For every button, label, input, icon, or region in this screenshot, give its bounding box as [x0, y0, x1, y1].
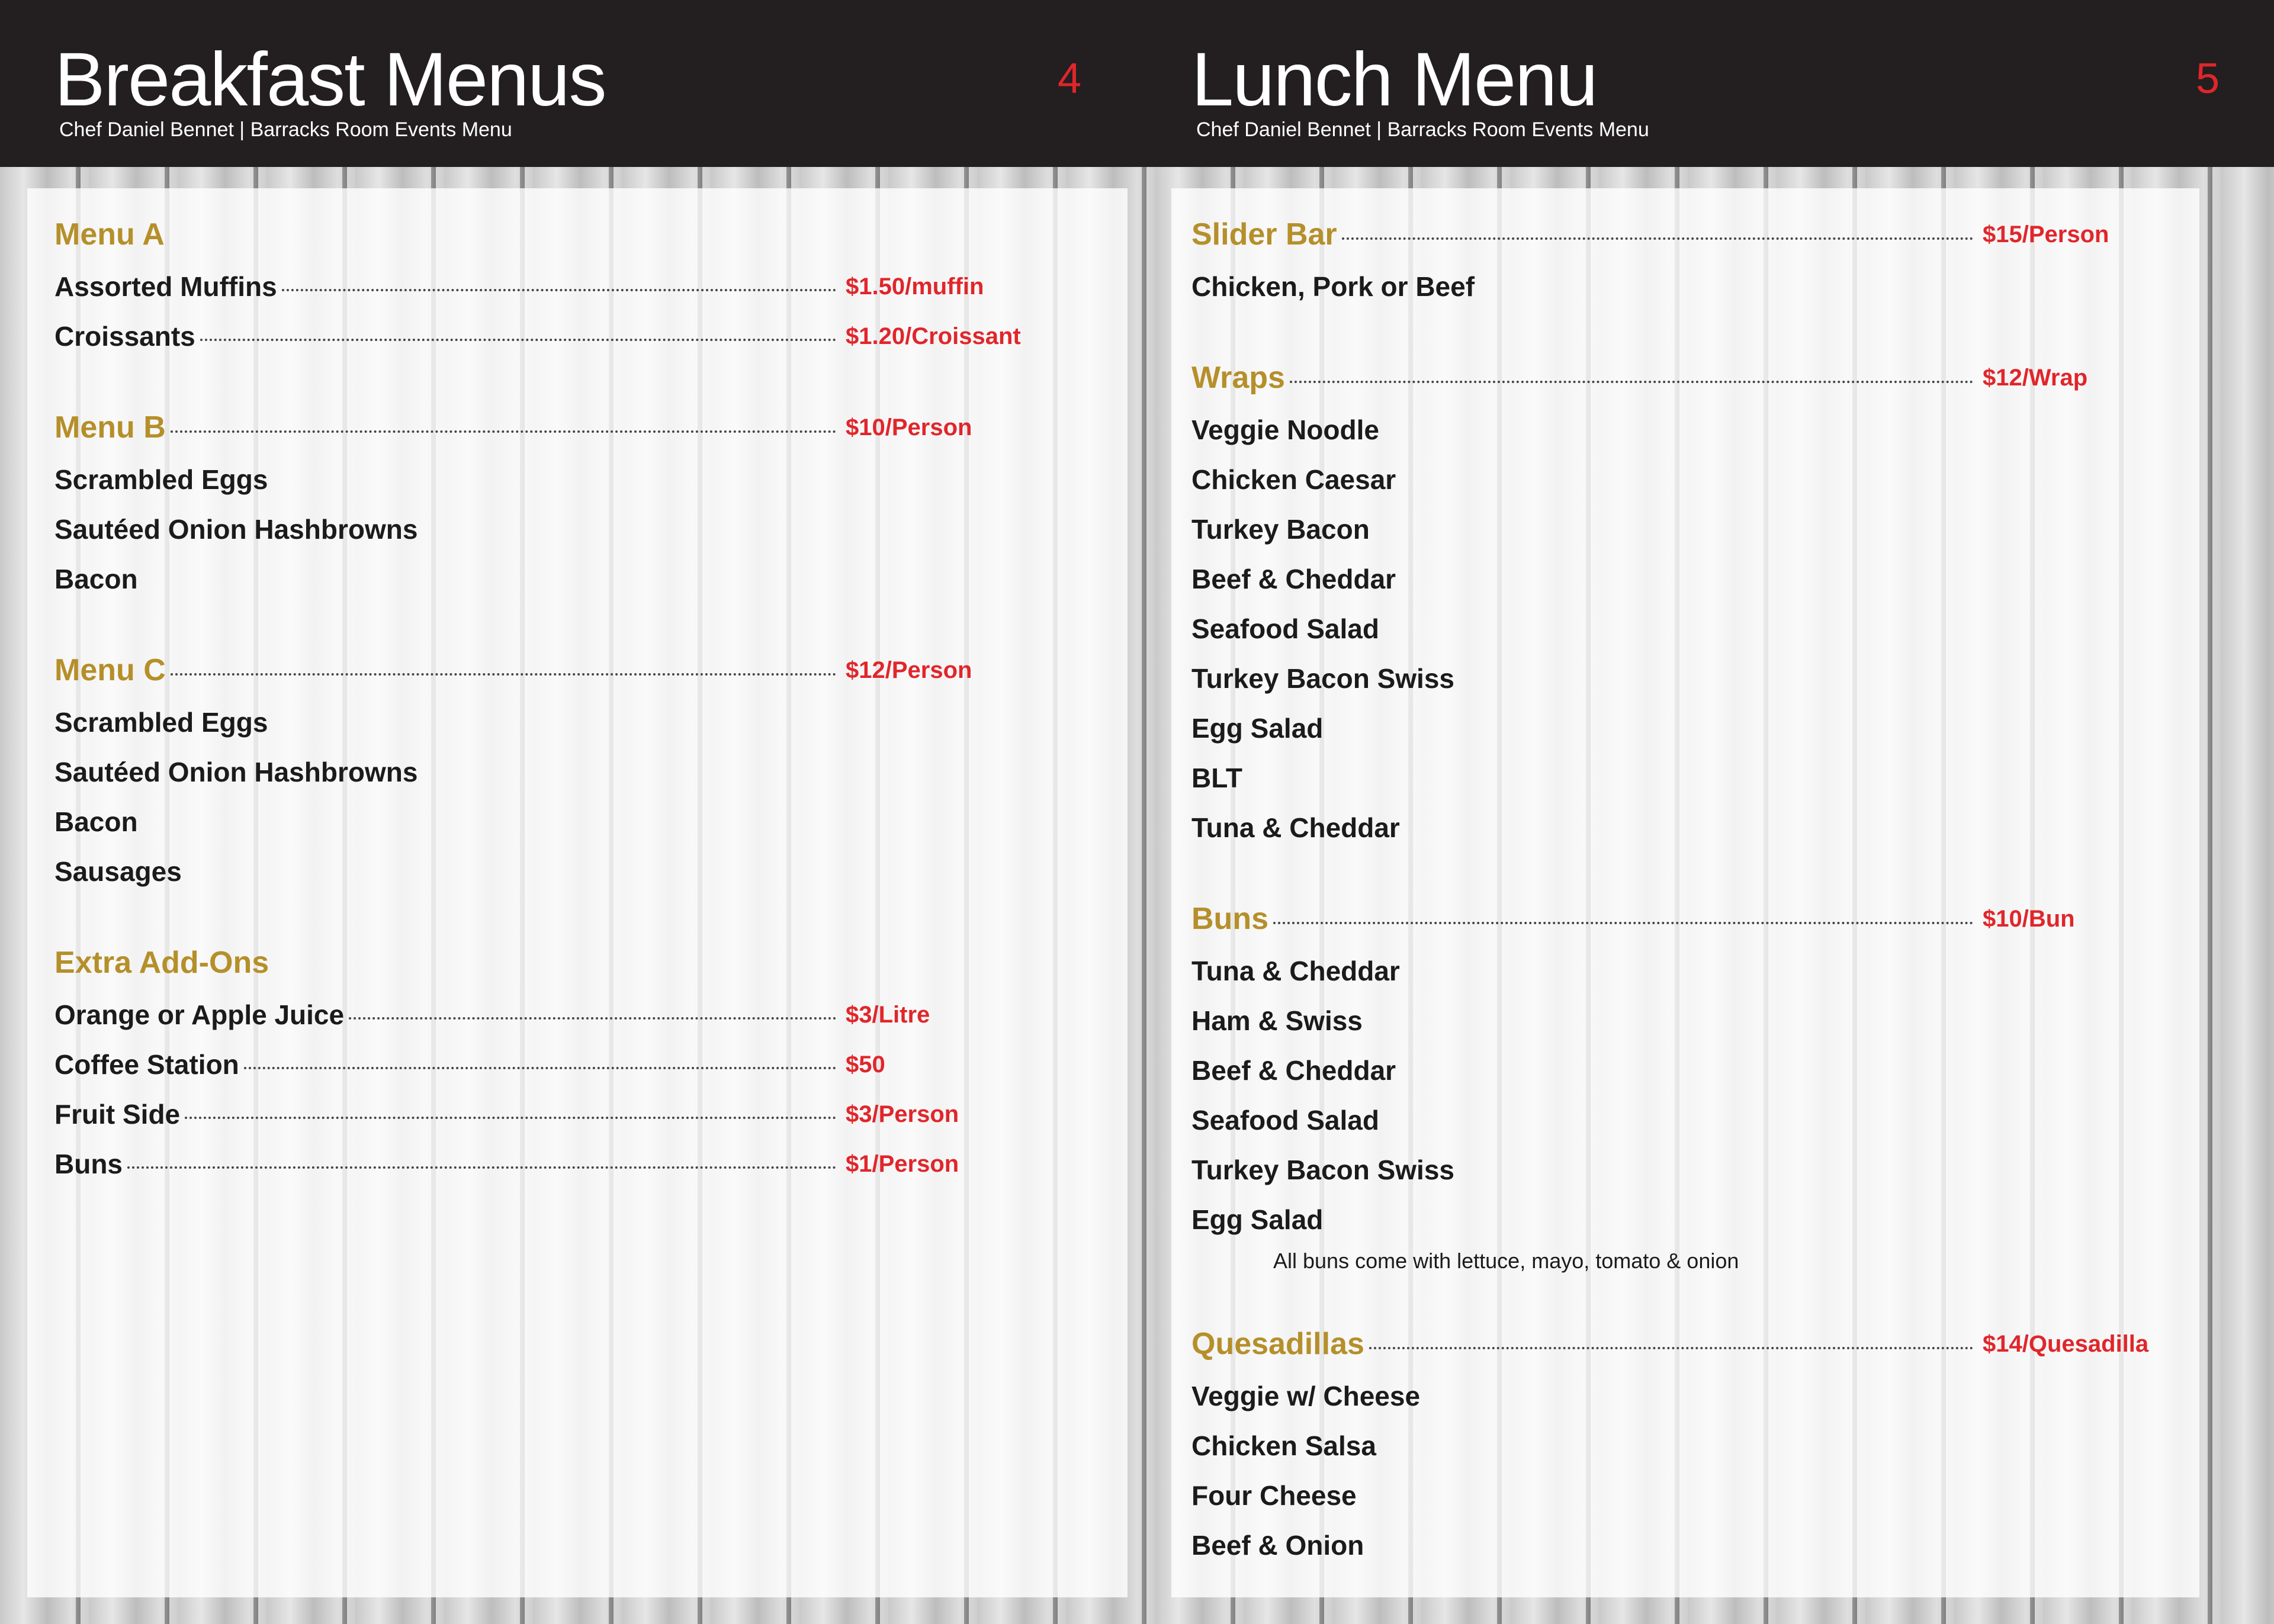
section-heading: Quesadillas $14/Quesadilla [1191, 1317, 2210, 1371]
page-title: Lunch Menu [1191, 37, 1597, 122]
item-price: $3/Litre [846, 1002, 930, 1028]
menu-content [54, 207, 1073, 1228]
menu-item: Chicken Caesar [1191, 464, 1396, 495]
section-price: $15/Person [1983, 221, 2109, 247]
menu-item: Scrambled Eggs [54, 464, 268, 495]
page-subtitle: Chef Daniel Bennet | Barracks Room Events Menu [1196, 118, 1649, 141]
menu-item: Bacon [54, 564, 138, 594]
menu-item: Turkey Bacon [1191, 514, 1370, 545]
dot-leader [171, 430, 836, 433]
section-price: $14/Quesadilla [1983, 1331, 2149, 1357]
item-price: $50 [846, 1051, 885, 1078]
menu-item: Buns $1/Person [54, 1139, 1073, 1189]
section-heading: Menu B $10/Person [54, 400, 1073, 455]
menu-item: Egg Salad [1191, 713, 1324, 744]
menu-item: BLT [1191, 763, 1243, 793]
menu-item: Chicken, Pork or Beef [1191, 271, 1475, 302]
menu-item: Sautéed Onion Hashbrowns [54, 757, 418, 787]
buns-note: All buns come with lettuce, mayo, tomato & onion [1273, 1249, 1739, 1273]
dot-leader [1290, 381, 1973, 383]
menu-item: Veggie w/ Cheese [1191, 1381, 1421, 1411]
dot-leader [1342, 237, 1973, 240]
section-price: $10/Bun [1983, 906, 2075, 932]
section-price: $10/Person [846, 414, 972, 440]
menu-item: Beef & Cheddar [1191, 1055, 1396, 1086]
menu-item: Tuna & Cheddar [1191, 956, 1400, 986]
dot-leader [282, 289, 836, 291]
lunch-page [1137, 0, 2274, 1624]
dot-leader [244, 1067, 836, 1069]
menu-c-section [54, 643, 1073, 896]
menu-item: Turkey Bacon Swiss [1191, 1155, 1454, 1185]
menu-a-section [54, 207, 1073, 361]
menu-item: Veggie Noodle [1191, 414, 1379, 445]
menu-item: Orange or Apple Juice $3/Litre [54, 990, 1073, 1040]
section-heading: Slider Bar $15/Person [1191, 207, 2210, 262]
section-heading: Wraps $12/Wrap [1191, 350, 2210, 405]
item-price: $1/Person [846, 1151, 959, 1177]
wraps-section [1191, 350, 2210, 853]
page-subtitle: Chef Daniel Bennet | Barracks Room Events Menu [59, 118, 512, 141]
item-price: $1.50/muffin [846, 274, 984, 300]
dot-leader [1273, 922, 1973, 924]
page-number: 4 [1058, 55, 1082, 102]
section-price: $12/Person [846, 657, 972, 683]
section-heading: Extra Add-Ons [54, 946, 269, 980]
buns-section [1191, 892, 2210, 1278]
menu-item: Turkey Bacon Swiss [1191, 663, 1454, 694]
page-header [0, 0, 1137, 167]
menu-item: Bacon [54, 806, 138, 837]
menu-item: Four Cheese [1191, 1480, 1357, 1511]
page-number: 5 [2196, 55, 2220, 102]
menu-item: Ham & Swiss [1191, 1005, 1363, 1036]
menu-content [1191, 207, 2210, 1609]
menu-item: Scrambled Eggs [54, 707, 268, 738]
item-price: $3/Person [846, 1101, 959, 1127]
menu-item: Beef & Cheddar [1191, 564, 1396, 594]
dot-leader [185, 1117, 836, 1119]
item-name: Croissants [54, 321, 195, 352]
page-header [1137, 0, 2274, 167]
menu-item: Tuna & Cheddar [1191, 812, 1400, 843]
quesadillas-section [1191, 1317, 2210, 1570]
menu-item: Sautéed Onion Hashbrowns [54, 514, 418, 545]
section-price: $12/Wrap [1983, 365, 2088, 391]
menu-item: Egg Salad [1191, 1204, 1324, 1235]
menu-item [54, 311, 1073, 361]
extra-addons-section [54, 935, 1073, 1189]
menu-item: Beef & Onion [1191, 1530, 1364, 1561]
menu-b-section [54, 400, 1073, 604]
dot-leader [349, 1017, 836, 1020]
dot-leader [1369, 1347, 1973, 1349]
section-heading: Buns $10/Bun [1191, 892, 2210, 946]
dot-leader [171, 673, 836, 676]
item-price: $1.20/Croissant [846, 323, 1021, 349]
menu-item [54, 262, 1073, 311]
menu-item: Chicken Salsa [1191, 1430, 1376, 1461]
menu-item: Sausages [54, 856, 182, 887]
menu-item: Fruit Side $3/Person [54, 1089, 1073, 1139]
page-title: Breakfast Menus [54, 37, 606, 122]
dot-leader [127, 1166, 836, 1169]
item-name: Assorted Muffins [54, 271, 277, 302]
menu-item: Seafood Salad [1191, 613, 1379, 644]
menu-item: Coffee Station $50 [54, 1040, 1073, 1089]
dot-leader [200, 339, 836, 341]
slider-bar-section [1191, 207, 2210, 311]
section-heading: Menu C $12/Person [54, 643, 1073, 697]
section-heading: Menu A [54, 217, 165, 252]
menu-item: Seafood Salad [1191, 1105, 1379, 1136]
